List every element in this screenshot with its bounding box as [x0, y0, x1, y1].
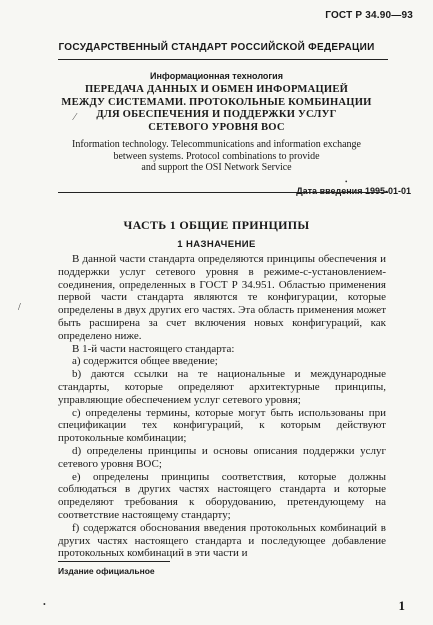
category-label: Информационная технология [150, 71, 283, 81]
english-title-line: between systems. Protocol combinations to provide [113, 150, 320, 162]
english-title-line: and support the OSI Network Service [141, 162, 292, 173]
paragraph: В данной части стандарта определяются принципы обеспечения и поддержки услуг сетевого уровня в режиме-с-установлением-соединения, определенных в ГОСТ Р 34.951. Областью применения первой части стандарта являются те конфигурации, которые определены в двух других его частях. Эта область применения может быть расширена за счет включения новых конфигураций, как определено ниже. [58, 253, 386, 342]
scan-mark: ⁄ [74, 112, 76, 123]
section-title: 1 НАЗНАЧЕНИЕ [177, 239, 256, 250]
standard-title: ГОСУДАРСТВЕННЫЙ СТАНДАРТ РОССИЙСКОЙ ФЕДЕРАЦИИ [58, 42, 375, 53]
list-item: d) определены принципы и основы описания поддержки услуг сетевого уровня ВОС; [58, 444, 386, 470]
english-title-line: Information technology. Telecommunications and information exchange [72, 139, 361, 150]
russian-title-line: СЕТЕВОГО УРОВНЯ ВОС [148, 121, 285, 133]
part-title: ЧАСТЬ 1 ОБЩИЕ ПРИНЦИПЫ [123, 218, 310, 232]
scan-mark: / [18, 302, 21, 313]
russian-title-line: ДЛЯ ОБЕСПЕЧЕНИЯ И ПОДДЕРЖКИ УСЛУГ [96, 109, 337, 120]
english-title [0, 139, 433, 174]
list-item: e) определены принципы соответствия, которые должны соблюдаться в других частях настоящего стандарта и которые определяют требования к оборудованию, претендующему на соответствие настоящему стандарту; [58, 470, 386, 521]
list-item: a) содержится общее введение; [72, 355, 218, 368]
footer-divider [58, 561, 170, 562]
scan-mark: • [43, 600, 46, 609]
page-number: 1 [398, 598, 405, 613]
list-item: c) определены термины, которые могут быть использованы при спецификации тех конфигураций, к которым действуют протокольные комбинации; [58, 406, 386, 445]
date-divider [58, 192, 388, 193]
russian-title-line: ПЕРЕДАЧА ДАННЫХ И ОБМЕН ИНФОРМАЦИЕЙ [84, 84, 349, 95]
list-item: b) даются ссылки на те национальные и международные стандарты, которые определяют архитектурные принципы, управляющие обеспечением услуг сетевого уровня; [58, 368, 386, 406]
official-edition-label: Издание официальное [58, 566, 155, 576]
document-code: ГОСТ Р 34.90—93 [325, 10, 413, 21]
scan-mark: • [345, 178, 348, 186]
russian-title [0, 84, 433, 134]
list-item: f) содержатся обоснования введения протокольных комбинаций в других частях настоящего стандарта и последующее добавление протокольных комбинаций в эти части и [58, 521, 386, 560]
top-divider [58, 59, 388, 60]
body-text [58, 253, 386, 560]
introduction-date: Дата введения 1995-01-01 [296, 186, 411, 196]
russian-title-line: МЕЖДУ СИСТЕМАМИ. ПРОТОКОЛЬНЫЕ КОМБИНАЦИИ [61, 96, 372, 108]
paragraph: В 1-й части настоящего стандарта: [72, 342, 235, 355]
